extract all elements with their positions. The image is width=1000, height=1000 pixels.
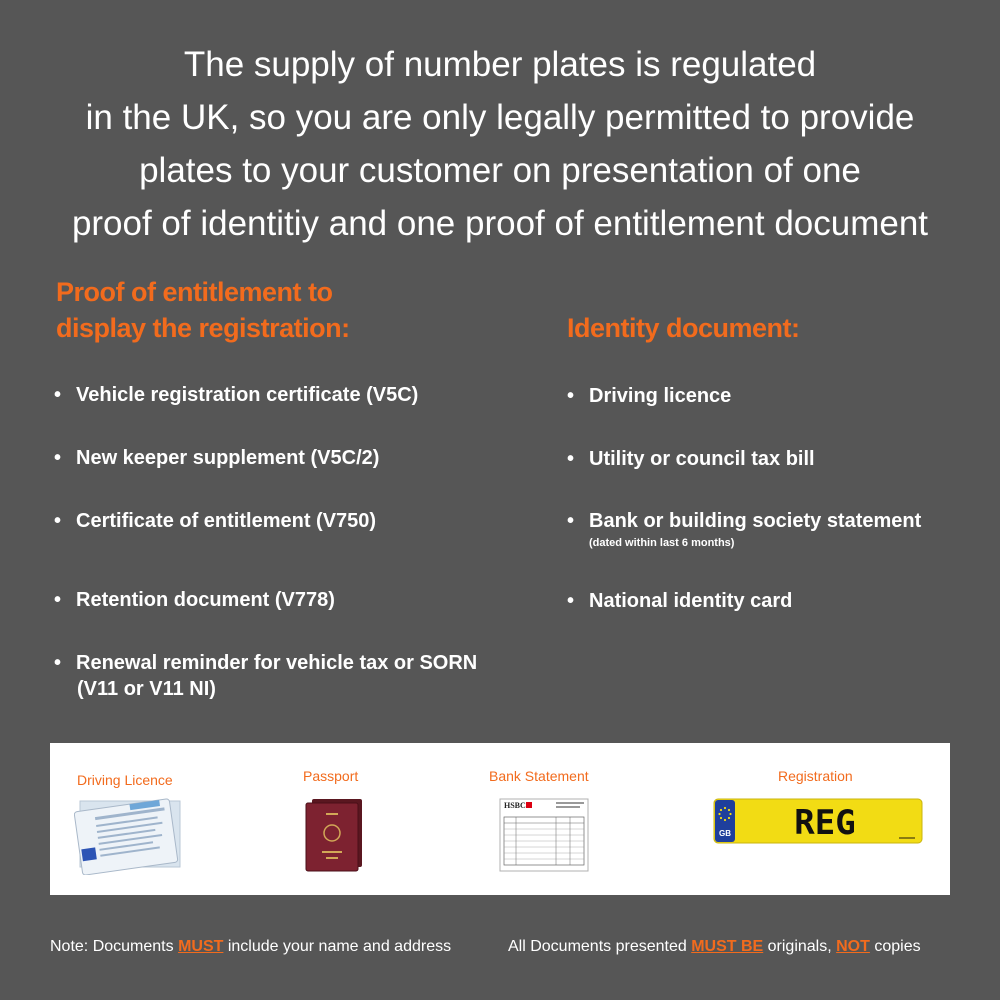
entitlement-list <box>54 382 524 722</box>
list-item <box>567 383 731 409</box>
bullet: • <box>54 384 62 406</box>
bullet: • <box>567 448 575 470</box>
plate-country: GB <box>719 829 731 838</box>
plate-image <box>713 798 923 844</box>
bullet: • <box>567 385 575 407</box>
note-right <box>508 938 921 956</box>
entitlement-title-line: Proof of entitlement to <box>56 277 333 307</box>
bullet: • <box>54 589 62 611</box>
passport-label: Passport <box>303 768 359 784</box>
list-item <box>54 382 418 408</box>
list-item <box>567 588 792 614</box>
list-item-text: Certificate of entitlement (V750) <box>76 510 377 532</box>
driving-licence-label: Driving Licence <box>77 772 173 788</box>
list-item-text: Renewal reminder for vehicle tax or SORN <box>76 652 478 674</box>
entitlement-title-line: display the registration: <box>56 313 350 343</box>
driving-licence-image <box>74 795 184 875</box>
bank-statement-image <box>496 795 592 875</box>
headline-line: in the UK, so you are only legally permitted to provide <box>85 98 915 137</box>
passport-image <box>302 795 368 875</box>
bullet: • <box>54 652 62 674</box>
list-item <box>54 508 376 534</box>
note-right-emphasis-1: MUST BE <box>691 938 764 955</box>
list-item-text: Utility or council tax bill <box>589 448 815 470</box>
note-right-emphasis-2: NOT <box>836 938 870 955</box>
entitlement-title <box>56 274 350 346</box>
bank-statement-label: Bank Statement <box>489 768 589 784</box>
list-item-text: Driving licence <box>589 385 732 407</box>
list-item <box>567 446 815 472</box>
list-item <box>54 587 335 613</box>
note-left-prefix: Note: Documents <box>50 938 179 955</box>
note-right-middle: originals, <box>763 938 837 955</box>
note-left <box>50 938 451 956</box>
headline-line: proof of identitiy and one proof of entitlement document <box>71 204 929 243</box>
note-left-emphasis: MUST <box>178 938 224 955</box>
note-right-prefix: All Documents presented <box>508 938 692 955</box>
bullet: • <box>567 510 575 532</box>
bullet: • <box>567 590 575 612</box>
list-item-text: Retention document (V778) <box>76 589 335 611</box>
plate-text: REG <box>794 803 856 843</box>
list-item-text: Vehicle registration certificate (V5C) <box>76 384 419 406</box>
identity-title: Identity document: <box>567 313 800 343</box>
list-item-text: National identity card <box>589 590 793 612</box>
list-item-text-continued: (V11 or V11 NI) <box>77 678 216 700</box>
registration-label: Registration <box>778 768 853 784</box>
list-item <box>567 508 921 550</box>
bullet: • <box>54 510 62 532</box>
headline-line: The supply of number plates is regulated <box>183 45 817 84</box>
list-item-text: Bank or building society statement <box>589 510 922 532</box>
list-item <box>54 650 477 702</box>
list-item-text: New keeper supplement (V5C/2) <box>76 447 380 469</box>
headline <box>0 38 1000 250</box>
headline-line: plates to your customer on presentation of one <box>139 151 861 190</box>
identity-list <box>567 383 967 623</box>
bullet: • <box>54 447 62 469</box>
documents-panel <box>50 743 950 895</box>
list-item-subtext: (dated within last 6 months) <box>589 537 735 549</box>
registration-plate <box>713 798 923 844</box>
bank-logo-text: HSBC <box>504 801 526 810</box>
note-left-suffix: include your name and address <box>223 938 452 955</box>
note-right-suffix: copies <box>869 938 921 955</box>
list-item <box>54 445 379 471</box>
